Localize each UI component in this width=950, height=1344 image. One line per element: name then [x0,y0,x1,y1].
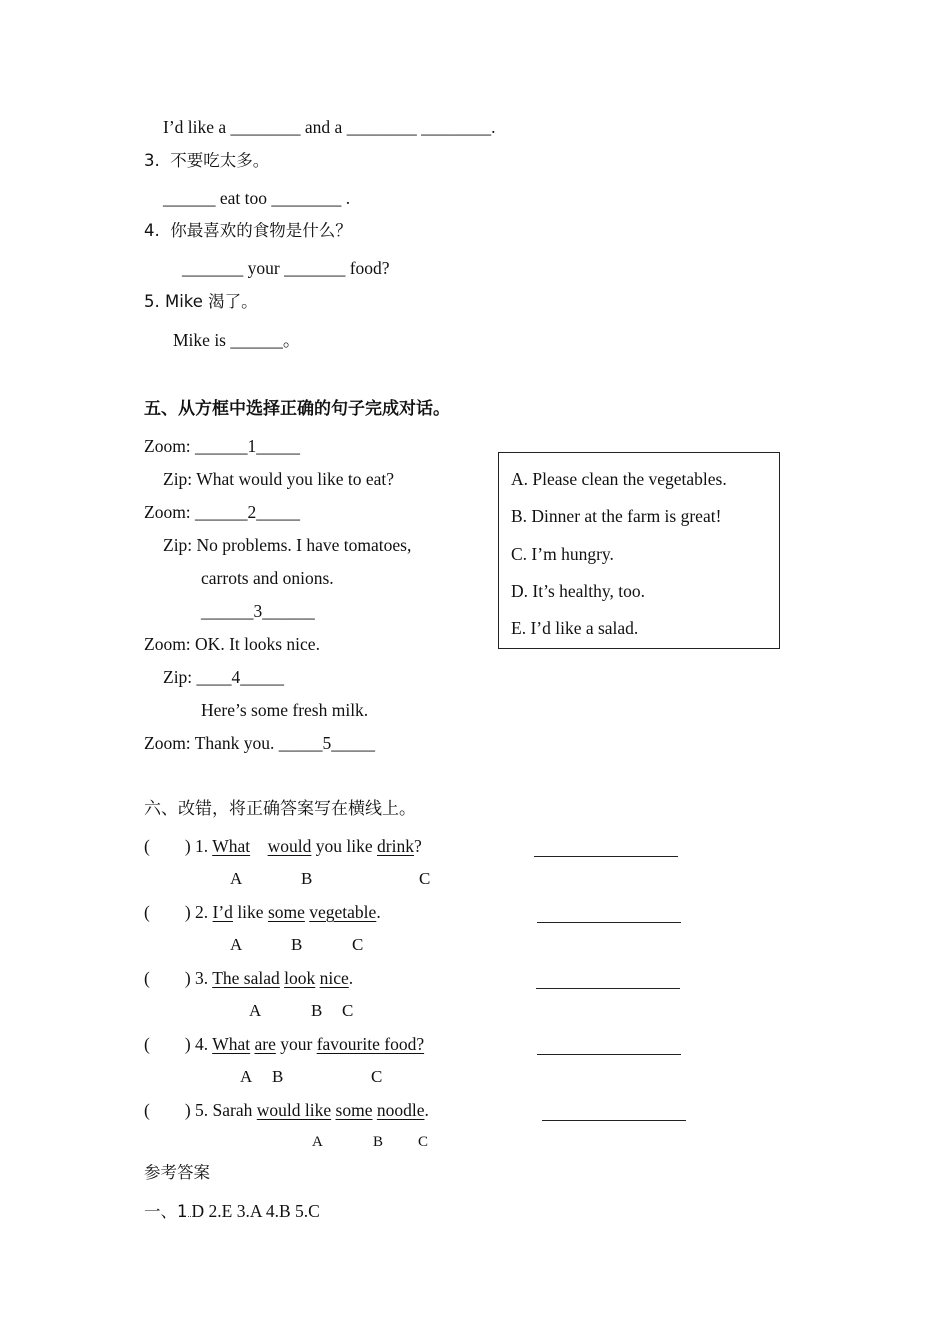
dialogue-line: Zip: What would you like to eat? [163,469,395,489]
label-a: A [240,1067,253,1086]
part-a: What [212,836,251,856]
label-a: A [230,935,243,954]
answer-paren: ( ) [144,1034,191,1054]
correction-blank [537,1054,681,1055]
dialogue-line: Zoom: ______2_____ [144,502,301,522]
part-b: would [267,836,312,856]
question-5: 5. Mike 渴了。 [144,292,258,311]
dialogue-line: ______3______ [201,601,315,621]
options-box [498,452,780,649]
answer-paren: ( ) [144,836,191,856]
part-c: nice [319,968,349,988]
correction-blank [536,988,680,989]
dialogue-line: Zoom: ______1_____ [144,436,301,456]
label-a: A [230,869,243,888]
label-b: B [272,1067,284,1086]
part-a: I’d [212,902,233,922]
label-b: B [301,869,313,888]
label-c: C [352,935,364,954]
dialogue-line: Zoom: Thank you. _____5_____ [144,733,376,753]
correction-blank [542,1120,686,1121]
question-4: 4. 你最喜欢的食物是什么？ [144,221,352,240]
correction-blank [534,856,678,857]
label-a: A [249,1001,262,1020]
option-c: C. I’m hungry. [511,544,614,564]
error-item-3: ( ) 3. The salad look nice. [144,968,354,988]
answers-line-1: 一、1..D 2.E 3.A 4.B 5.C [144,1201,320,1221]
part-a: would like [256,1100,332,1120]
part-c: vegetable [309,902,377,922]
error-item-1: ( ) 1. What would you like drink? [144,836,422,856]
option-d: D. It’s healthy, too. [511,581,645,601]
option-b: B. Dinner at the farm is great! [511,506,722,526]
answer-paren: ( ) [144,902,191,922]
answer-paren: ( ) [144,1100,191,1120]
part-b: are [254,1034,276,1054]
part-c: noodle [376,1100,425,1120]
label-c: C [419,869,431,888]
answer-line-5: Mike is ______。 [173,330,301,350]
part-a: What [212,1034,251,1054]
dialogue-line: carrots and onions. [201,568,334,588]
answer-line-3: ______ eat too ________ . [163,188,351,208]
part-b: look [284,968,316,988]
label-b: B [373,1134,384,1150]
part-b: some [267,902,305,922]
dialogue-line: Zip: No problems. I have tomatoes, [163,535,412,555]
label-c: C [371,1067,383,1086]
question-3: 3. 不要吃太多。 [144,151,270,170]
part-a: The salad [212,968,280,988]
label-c: C [418,1134,429,1150]
answers-heading: 参考答案 [144,1163,210,1182]
part-b: some [335,1100,373,1120]
error-item-2: ( ) 2. I’d like some vegetable. [144,902,381,922]
dialogue-line: Zoom: OK. It looks nice. [144,634,320,654]
label-a: A [312,1134,323,1150]
option-e: E. I’d like a salad. [511,618,639,638]
option-a: A. Please clean the vegetables. [511,469,727,489]
label-b: B [291,935,303,954]
error-item-5: ( ) 5. Sarah would like some noodle. [144,1100,429,1120]
label-b: B [311,1001,323,1020]
answer-line-2: I’d like a ________ and a ________ ________. [163,117,496,137]
answer-paren: ( ) [144,968,191,988]
dialogue-line: Zip: ____4_____ [163,667,285,687]
error-item-4: ( ) 4. What are your favourite food? [144,1034,425,1054]
section5-heading: 五、从方框中选择正确的句子完成对话。 [144,399,450,419]
part-c: drink [377,836,414,856]
correction-blank [537,922,681,923]
answer-line-4: _______ your _______ food? [182,258,390,278]
label-c: C [342,1001,354,1020]
part-c: favourite food? [316,1034,425,1054]
dialogue-line: Here’s some fresh milk. [201,700,369,720]
section6-heading: 六、改错，将正确答案写在横线上。 [144,799,416,819]
